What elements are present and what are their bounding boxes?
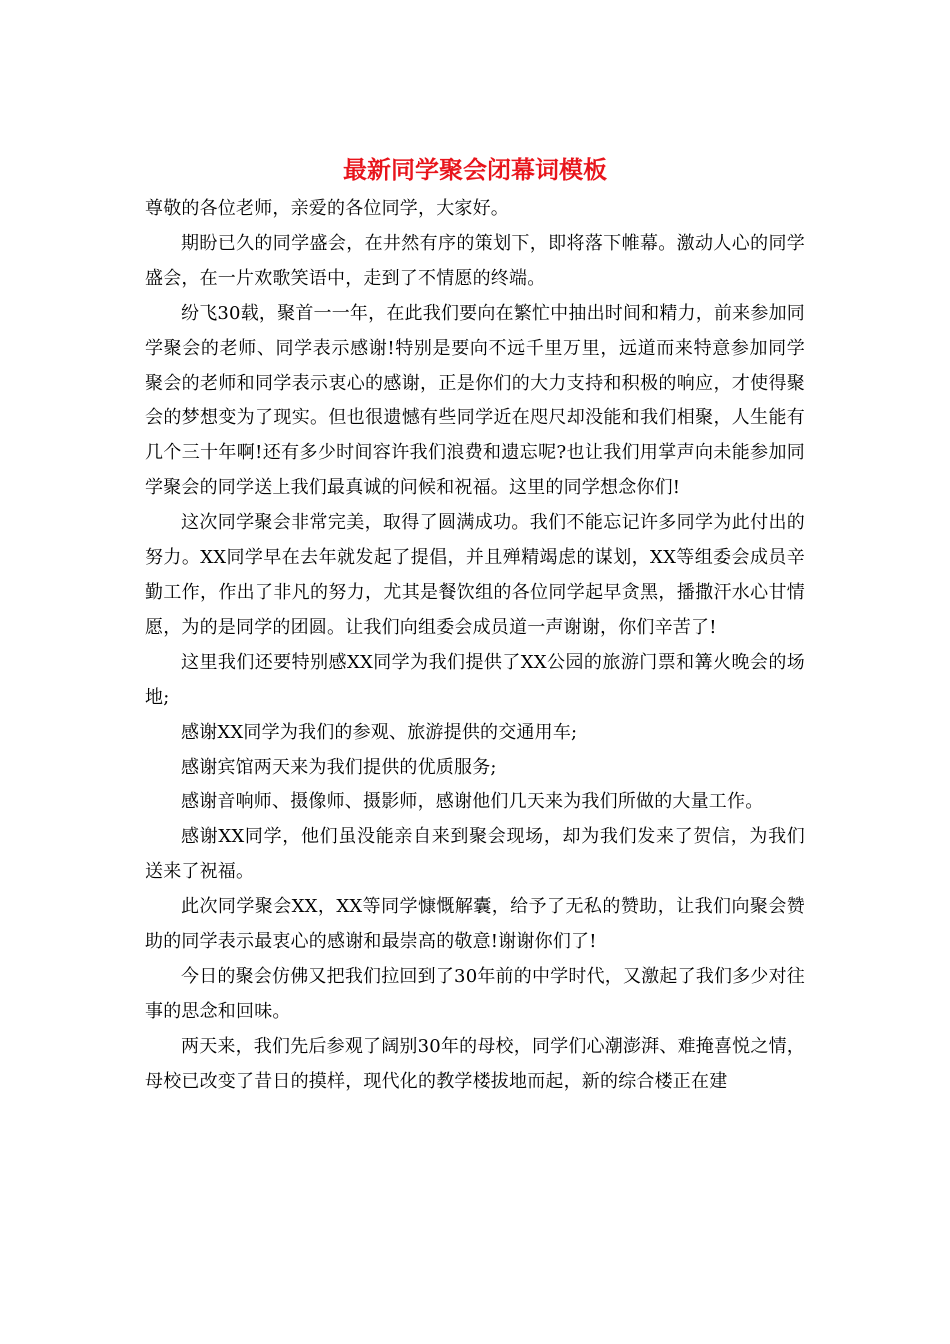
body-paragraph: 此次同学聚会XX，XX等同学慷慨解囊，给予了无私的赞助，让我们向聚会赞助的同学表示最衷心的感谢和最崇高的敬意!谢谢你们了! — [145, 896, 805, 953]
body-paragraph: 今日的聚会仿佛又把我们拉回到了30年前的中学时代，又激起了我们多少对往事的思念和回味。 — [145, 965, 805, 1022]
body-paragraph: 感谢XX同学，他们虽没能亲自来到聚会现场，却为我们发来了贺信，为我们送来了祝福。 — [145, 826, 805, 883]
body-paragraph: 这里我们还要特别感XX同学为我们提供了XX公园的旅游门票和篝火晚会的场地; — [145, 651, 805, 708]
body-paragraph: 两天来，我们先后参观了阔别30年的母校，同学们心潮澎湃、难掩喜悦之情，母校已改变了昔日的摸样，现代化的教学楼拔地而起，新的综合楼正在建 — [145, 1035, 805, 1092]
body-paragraph: 纷飞30载，聚首一一年，在此我们要向在繁忙中抽出时间和精力，前来参加同学聚会的老师、同学表示感谢!特别是要向不远千里万里，远道而来特意参加同学聚会的老师和同学表示衷心的感谢，正是你们的大力支持和积极的响应，才使得聚会的梦想变为了现实。但也很遗憾有些同学近在咫尺却没能和我们相聚，人生能有几个三十年啊!还有多少时间容许我们浪费和遗忘呢?也让我们用掌声向未能参加同学聚会的同学送上我们最真诚的问候和祝福。这里的同学想念你们! — [145, 302, 805, 499]
document-body — [145, 192, 805, 1100]
salutation-paragraph: 尊敬的各位老师，亲爱的各位同学，大家好。 — [145, 198, 509, 219]
body-paragraph: 这次同学聚会非常完美，取得了圆满成功。我们不能忘记许多同学为此付出的努力。XX同学早在去年就发起了提倡，并且殚精竭虑的谋划，XX等组委会成员辛勤工作，作出了非凡的努力，尤其是餐饮组的各位同学起早贪黑，播撒汗水心甘情愿，为的是同学的团圆。让我们向组委会成员道一声谢谢，你们辛苦了! — [145, 512, 805, 638]
body-paragraph: 期盼已久的同学盛会，在井然有序的策划下，即将落下帷幕。激动人心的同学盛会，在一片欢歌笑语中，走到了不情愿的终端。 — [145, 232, 805, 289]
body-paragraph: 感谢音响师、摄像师、摄影师，感谢他们几天来为我们所做的大量工作。 — [181, 791, 764, 813]
body-paragraph: 感谢宾馆两天来为我们提供的优质服务; — [181, 756, 497, 778]
document-title: 最新同学聚会闭幕词模板 — [343, 155, 607, 184]
body-paragraph: 感谢XX同学为我们的参观、旅游提供的交通用车; — [181, 721, 578, 743]
